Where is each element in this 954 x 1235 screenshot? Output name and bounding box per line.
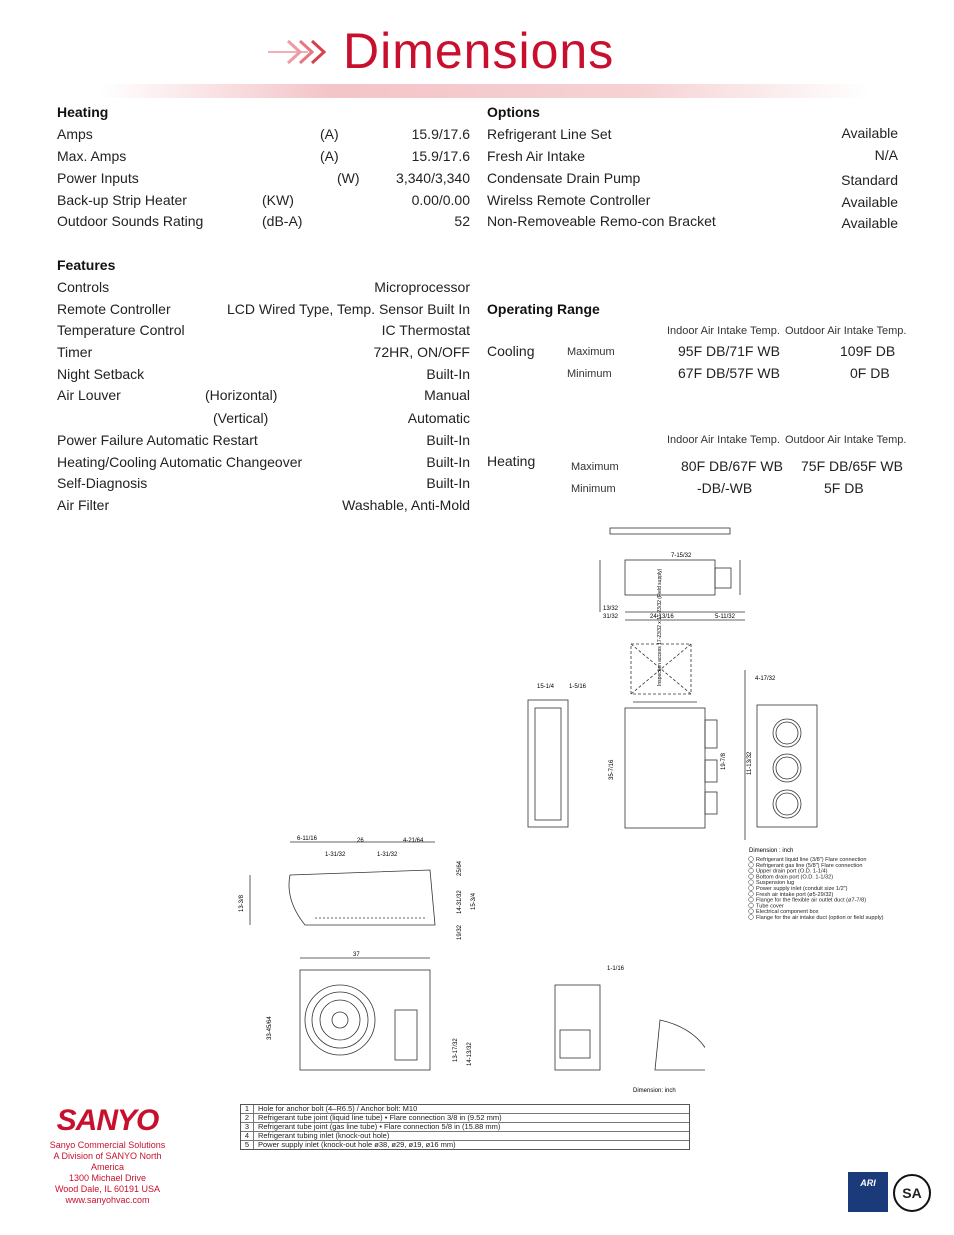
outdoor-top-view: [289, 870, 435, 925]
indoor-legend-item: Flange for the flexible air outlet duct (ø7-7/8): [756, 897, 867, 904]
feature-row-value: Built-In: [426, 432, 470, 448]
dim-top-d: 31/32: [603, 614, 619, 620]
dim-front-h3: 14-13/32: [467, 1042, 473, 1066]
options-row-value: Available: [841, 125, 898, 141]
heating-row-label: Max. Amps: [57, 148, 127, 164]
inspect-label: Inspection access 17-23/32 x 17-23/32 (Field supply): [657, 568, 663, 686]
outdoor-legend-row: [241, 1140, 689, 1149]
outdoor-legend-number: 2: [241, 1114, 254, 1122]
feature-row-label: Remote Controller: [57, 301, 171, 317]
feature-row-value: 72HR, ON/OFF: [373, 344, 470, 360]
cooling-max-label: Maximum: [567, 346, 615, 358]
indoor-legend-item: Electrical component box: [756, 909, 819, 916]
heating-row-label: Outdoor Sounds Rating: [57, 213, 204, 229]
options-row-value: Available: [841, 194, 898, 210]
outdoor-legend-number: 1: [241, 1105, 254, 1113]
outdoor-legend-text: Refrigerant tube joint (gas line tube) • Flare connection 5/8 in (15.88 mm): [258, 1122, 501, 1131]
address-line: Sanyo Commercial Solutions: [49, 1140, 166, 1150]
legend-marker: [749, 862, 754, 867]
feature-row-value: Microprocessor: [374, 279, 470, 295]
legend-marker: [749, 903, 754, 908]
feature-row-label: Air Louver: [57, 387, 121, 403]
outdoor-unit-drawing: [235, 830, 705, 1150]
sanyo-footer: [40, 1104, 175, 1206]
feature-row-value: LCD Wired Type, Temp. Sensor Built In: [226, 301, 470, 317]
options-row-value: N/A: [874, 147, 898, 163]
csa-logo: SA: [893, 1174, 931, 1212]
outdoor-legend-text: Power supply inlet (knock-out hole ø38, ø29, ø19, ø16 mm): [258, 1140, 456, 1149]
dim-right-b: 11-13/32: [747, 751, 753, 775]
options-heading: Options: [487, 104, 540, 120]
front-view-unit: [625, 708, 705, 828]
options-row-label: Wirelss Remote Controller: [487, 192, 651, 208]
options-row-label: Fresh Air Intake: [487, 148, 586, 164]
legend-marker: [749, 897, 754, 902]
heating-range-label: Heating: [487, 453, 536, 469]
dim-side-b: 1-5/16: [569, 684, 587, 690]
dim-top-a: 7-15/32: [671, 553, 692, 559]
indoor-legend-item: Tube cover: [756, 903, 784, 910]
feature-row-label: Controls: [57, 279, 110, 295]
legend-marker: [749, 874, 754, 879]
outdoor-side-view: [555, 985, 600, 1070]
cooling-max-outdoor: 109F DB: [840, 343, 896, 359]
arrows-icon: [268, 38, 334, 66]
heating-row-unit: (dB-A): [262, 213, 303, 229]
heating-row-unit: (W): [337, 170, 360, 186]
outdoor-header: Outdoor Air Intake Temp.: [785, 325, 907, 337]
heating-row-value: 52: [454, 213, 470, 229]
side-view-flange: [528, 700, 568, 827]
dim-right-a: 4-17/32: [755, 676, 776, 682]
outdoor-legend-number: 4: [241, 1132, 254, 1140]
dim-side-w: 1-1/16: [607, 966, 625, 972]
heating-row-unit: (A): [320, 126, 339, 142]
heating-row-unit: (A): [320, 148, 339, 164]
dim-h2: 25/64: [457, 860, 463, 876]
address-line: 1300 Michael Drive: [68, 1173, 147, 1183]
feature-row-label: Timer: [57, 344, 93, 360]
outdoor-legend-number: 3: [241, 1123, 254, 1131]
top-view-hanger: [610, 528, 730, 534]
heating-row-label: Back-up Strip Heater: [57, 192, 187, 208]
outdoor-legend-number: 5: [241, 1141, 254, 1149]
outdoor-legend-row: [241, 1105, 689, 1113]
feature-row-label: Power Failure Automatic Restart: [57, 432, 258, 448]
outdoor-dimension-note: Dimension: inch: [633, 1088, 676, 1094]
top-view-pipe: [715, 568, 731, 588]
outdoor-legend-text: Refrigerant tube joint (liquid line tube) • Flare connection 3/8 in (9.52 mm): [258, 1113, 502, 1122]
dim-h3: 14-31/32: [457, 890, 463, 914]
legend-marker: [749, 868, 754, 873]
indoor-legend-item: Fresh air intake port (ø5-29/32): [756, 891, 834, 898]
heating-max-label: Maximum: [571, 461, 619, 473]
legend-marker: [749, 909, 754, 914]
heating-row-value: 3,340/3,340: [396, 170, 470, 186]
cooling-label: Cooling: [487, 343, 535, 359]
features-heading: Features: [57, 257, 116, 273]
heating-row-label: Amps: [57, 126, 93, 142]
right-view-unit: [757, 705, 817, 827]
indoor-header: Indoor Air Intake Temp.: [667, 325, 780, 337]
dim-w4: 1-31/32: [325, 852, 346, 858]
dim-side-c: 19-7/8: [721, 752, 727, 770]
indoor-legend-item: Upper drain port (O.D. 1-1/4): [756, 868, 828, 875]
fan-grille: [305, 985, 375, 1055]
heating-row-value: 0.00/0.00: [411, 192, 470, 208]
feature-row-value: Washable, Anti-Mold: [342, 497, 470, 513]
feature-row-value: Built-In: [426, 454, 470, 470]
dim-w2: 26: [357, 838, 364, 844]
feature-row-value: IC Thermostat: [381, 322, 470, 338]
heating-heading: Heating: [57, 104, 109, 120]
options-row-label: Condensate Drain Pump: [487, 170, 641, 186]
dim-side-a: 15-1/4: [537, 684, 555, 690]
legend-marker: [749, 891, 754, 896]
feature-row-sub: (Horizontal): [205, 387, 278, 403]
outdoor-header-2: Outdoor Air Intake Temp.: [785, 434, 907, 446]
indoor-dimension-note: Dimension : inch: [749, 848, 794, 854]
feature-row-label: Heating/Cooling Automatic Changeover: [57, 454, 303, 470]
sanyo-logo: SANYO: [56, 1104, 159, 1137]
address-line: Wood Dale, IL 60191 USA: [54, 1184, 161, 1194]
cooling-min-label: Minimum: [567, 368, 612, 380]
legend-marker: [749, 857, 754, 862]
options-row-value: Standard: [841, 172, 898, 188]
outdoor-legend-table: [240, 1104, 690, 1150]
feature-row-value: Built-In: [426, 366, 470, 382]
indoor-legend-item: Suspension lug: [756, 880, 795, 887]
outdoor-legend-row: [241, 1113, 689, 1122]
outdoor-legend-row: [241, 1131, 689, 1140]
dim-h1: 13-3/8: [239, 894, 245, 912]
legend-marker: [749, 886, 754, 891]
indoor-legend-item: Flange for the air intake duct (option or field supply): [756, 915, 884, 921]
feature-row-value: Automatic: [407, 410, 470, 426]
options-row-label: Non-Removeable Remo-con Bracket: [487, 213, 716, 229]
feature-row-value: Built-In: [426, 475, 470, 491]
outdoor-rear-grille: [655, 1020, 705, 1070]
outlet-port: [773, 719, 801, 747]
outdoor-front-view: [300, 970, 430, 1070]
heating-min-label: Minimum: [571, 483, 616, 495]
operating-range-heading: Operating Range: [487, 301, 600, 317]
heating-max-outdoor: 75F DB/65F WB: [801, 458, 903, 474]
indoor-legend-item: Power supply inlet (conduit size 1/2"): [756, 886, 848, 892]
dim-w1: 6-11/16: [297, 836, 317, 842]
feature-row-sub: (Vertical): [213, 410, 269, 426]
cooling-max-indoor: 95F DB/71F WB: [678, 343, 780, 359]
feature-row-label: Self-Diagnosis: [57, 475, 148, 491]
heating-row-label: Power Inputs: [57, 170, 139, 186]
outdoor-legend-text: Hole for anchor bolt (4–R6.5) / Anchor bolt: M10: [258, 1104, 418, 1113]
heating-row-value: 15.9/17.6: [411, 148, 470, 164]
feature-row-label: Night Setback: [57, 366, 145, 382]
indoor-legend-item: Refrigerant gas line (5/8") Flare connection: [756, 862, 863, 869]
dim-front-h: 33-45/64: [267, 1016, 273, 1040]
dim-h4: 15-3/4: [471, 892, 477, 910]
heating-max-indoor: 80F DB/67F WB: [681, 458, 783, 474]
dim-top-e: 13/32: [603, 606, 619, 612]
dim-w5: 1-31/32: [377, 852, 398, 858]
legend-marker: [749, 915, 754, 920]
cooling-min-outdoor: 0F DB: [850, 365, 890, 381]
title-divider: [100, 84, 870, 98]
page-title: Dimensions: [343, 23, 615, 79]
heating-row-unit: (KW): [262, 192, 294, 208]
address-line: A Division of SANYO North America: [53, 1151, 162, 1172]
indoor-legend-item: Bottom drain port (O.D. 1-1/32): [756, 874, 834, 881]
heating-min-indoor: -DB/-WB: [697, 480, 753, 496]
cooling-min-indoor: 67F DB/57F WB: [678, 365, 780, 381]
dim-front-h2: 13-17/32: [453, 1038, 459, 1062]
heating-min-outdoor: 5F DB: [824, 480, 864, 496]
outdoor-legend-row: [241, 1122, 689, 1131]
dim-top-c: 5-11/32: [715, 614, 735, 620]
ari-certified-logo: ARI: [848, 1172, 888, 1212]
dim-w3: 4-21/64: [403, 838, 424, 844]
dim-h5: 19/32: [457, 924, 463, 940]
indoor-header-2: Indoor Air Intake Temp.: [667, 434, 780, 446]
outdoor-legend-text: Refrigerant tubing inlet (knock-out hole): [258, 1131, 390, 1140]
dim-top-b: 24-13/16: [650, 614, 674, 620]
feature-row-label: Temperature Control: [57, 322, 185, 338]
address-line: www.sanyohvac.com: [65, 1195, 150, 1205]
dim-front-w: 37: [353, 952, 360, 958]
feature-row-label: Air Filter: [57, 497, 110, 513]
heating-row-value: 15.9/17.6: [411, 126, 470, 142]
legend-marker: [749, 880, 754, 885]
top-view-unit: [625, 560, 715, 595]
indoor-legend-item: Refrigerant liquid line (3/8") Flare connection: [756, 857, 867, 863]
dim-side-d: 35-7/16: [609, 759, 615, 780]
options-row-label: Refrigerant Line Set: [487, 126, 612, 142]
feature-row-value: Manual: [424, 387, 470, 403]
options-row-value: Available: [841, 215, 898, 231]
